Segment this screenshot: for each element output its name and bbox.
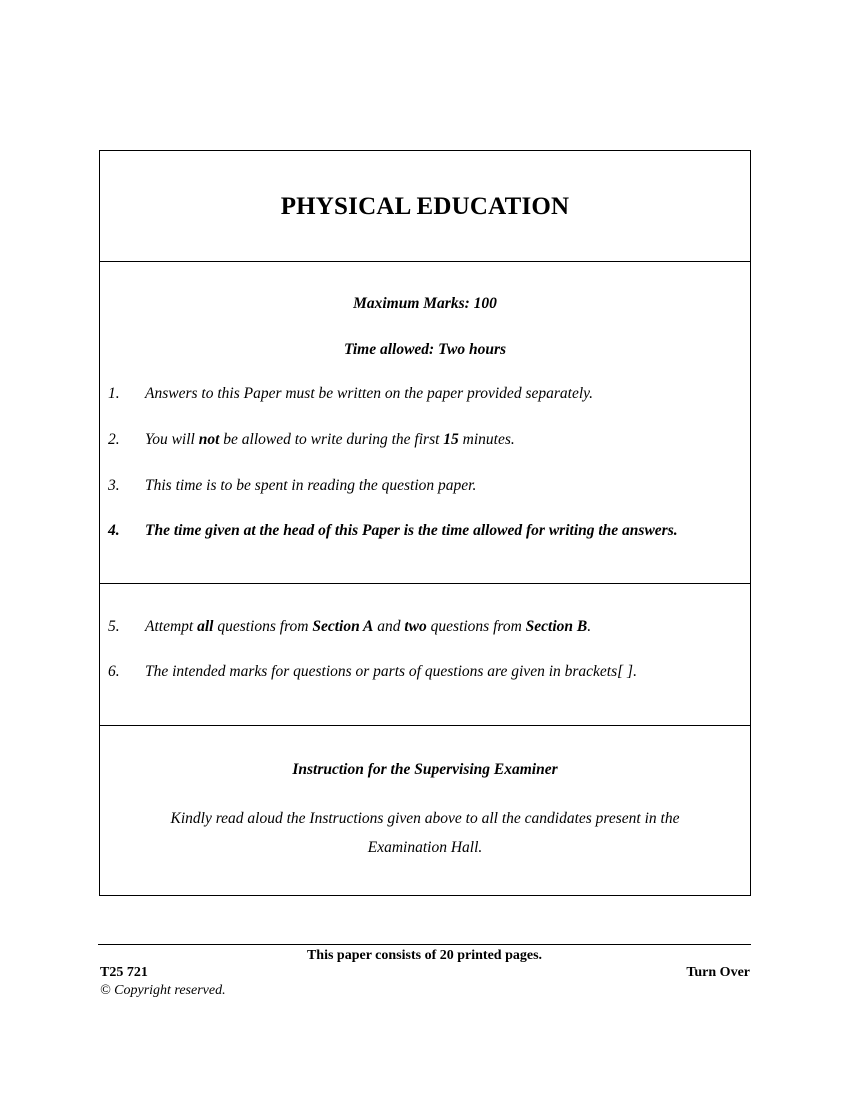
instruction-number: 4. (108, 522, 120, 539)
instruction-emphasis: two (404, 618, 427, 635)
time-allowed: Time allowed: Two hours (343, 341, 507, 358)
instruction-item-4 (108, 522, 742, 540)
instruction-text: Answers to this Paper must be written on the paper provided separately. (145, 385, 594, 402)
maximum-marks: Maximum Marks: 100 (353, 295, 497, 312)
instruction-text-part: minutes. (458, 431, 515, 448)
instruction-text-part: questions from (426, 618, 526, 635)
instruction-number: 3. (108, 477, 120, 494)
instruction-emphasis: Section A (312, 618, 374, 635)
instruction-text-part: . (587, 618, 592, 635)
page-count-note: This paper consists of 20 printed pages. (306, 948, 543, 963)
supervisor-instruction (140, 804, 710, 862)
instruction-emphasis: Section B (525, 618, 588, 635)
footer-divider (98, 944, 751, 945)
instruction-item-6 (108, 663, 742, 681)
supervising-examiner-section (100, 726, 750, 895)
page-title: PHYSICAL EDUCATION (280, 193, 570, 220)
instruction-number: 2. (108, 431, 120, 448)
instruction-item-5 (108, 618, 742, 636)
instruction-number: 5. (108, 618, 120, 635)
instruction-text-part: You will (145, 431, 199, 448)
instruction-text: The time given at the head of this Paper is the time allowed for writing the answers. (145, 522, 678, 539)
instruction-item-2 (108, 431, 742, 449)
supervisor-heading: Instruction for the Supervising Examiner (292, 761, 558, 778)
paper-code: T25 721 (100, 965, 148, 980)
attempt-instructions-section (100, 584, 750, 726)
instruction-number: 6. (108, 663, 120, 680)
instruction-text: The intended marks for questions or parts of questions are given in brackets[ ]. (145, 663, 637, 680)
instruction-number: 1. (108, 385, 120, 402)
instruction-text-part: be allowed to write during the first (219, 431, 444, 448)
instruction-emphasis: not (198, 431, 220, 448)
exam-cover-frame (99, 150, 751, 896)
title-section (100, 151, 750, 262)
general-instructions-section (100, 261, 750, 584)
instruction-text-part: and (373, 618, 405, 635)
turn-over-note: Turn Over (686, 965, 750, 980)
instruction-text-part: Attempt (145, 618, 198, 635)
instruction-emphasis: 15 (443, 431, 459, 448)
instruction-text: This time is to be spent in reading the question paper. (145, 477, 477, 494)
copyright-notice: © Copyright reserved. (100, 983, 226, 998)
instruction-item-3 (108, 477, 742, 495)
instruction-item-1 (108, 385, 742, 403)
instruction-emphasis: all (197, 618, 214, 635)
instruction-text-part: questions from (213, 618, 313, 635)
supervisor-text-line-1: Kindly read aloud the Instructions given above to all the candidates present in the (170, 810, 680, 827)
supervisor-text-line-2: Examination Hall. (367, 839, 483, 856)
